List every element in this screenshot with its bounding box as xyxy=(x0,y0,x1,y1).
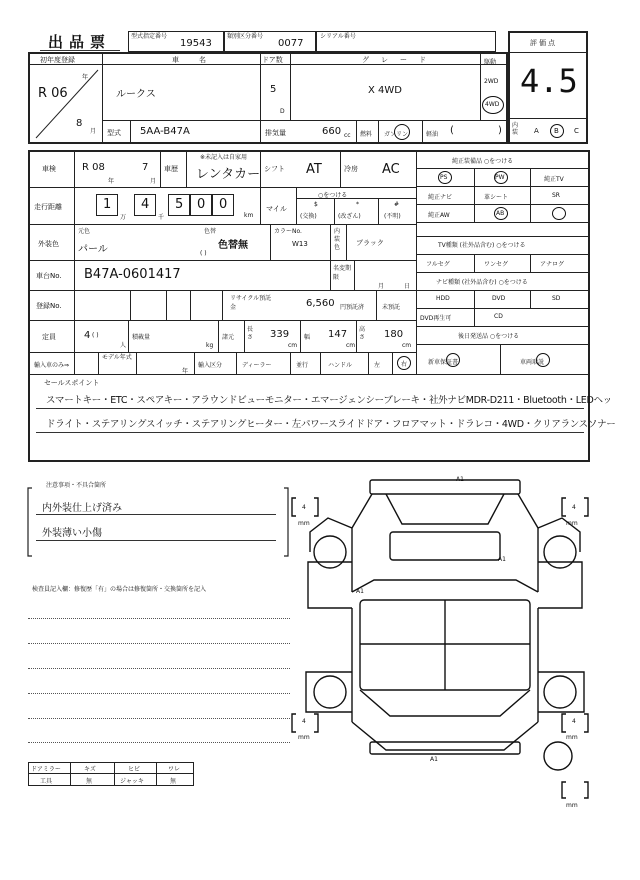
sales-line-1: スマートキー・ETC・スペアキー・アラウンドビューモニター・エマージェンシーブレーキ・社外ナビMDR-D211・Bluetooth・LEDヘッ xyxy=(46,395,612,406)
tire-fr-mm: mm xyxy=(566,520,578,527)
usage-value: レンタカー xyxy=(196,167,261,182)
serial-label: シリアル番号 xyxy=(320,33,356,40)
divider xyxy=(392,352,393,374)
nav-hdd: HDD xyxy=(436,295,450,302)
divider xyxy=(416,222,590,223)
divider xyxy=(260,52,261,144)
shaken-month: 7 xyxy=(142,162,149,173)
name-change-label: 名変期限 xyxy=(333,265,352,281)
divider xyxy=(474,290,475,326)
equip-ps: PS xyxy=(440,174,448,181)
fuel-paren-close: ) xyxy=(498,125,502,136)
recycle-label: リサイクル預託金 xyxy=(230,295,272,311)
interior-c: C xyxy=(574,127,579,135)
later-manual: 車両取説 xyxy=(520,359,545,366)
handle-label: ハンドル xyxy=(328,362,353,369)
capacity-label: 定員 xyxy=(42,333,56,341)
type-spec-value: 19543 xyxy=(180,38,212,49)
divider xyxy=(416,186,590,187)
divider xyxy=(290,52,291,120)
color-no-value: W13 xyxy=(292,240,308,248)
ac-value: AC xyxy=(382,162,400,177)
tire-rl-mm: mm xyxy=(298,734,310,741)
divider xyxy=(416,168,590,169)
later-warranty: 新車保証書 xyxy=(428,359,459,366)
divider xyxy=(508,118,588,119)
class-label: 類別区分番号 xyxy=(227,33,264,40)
divider xyxy=(416,344,590,345)
tv-fullseg: フルセグ xyxy=(426,261,450,268)
drive-4wd: 4WD xyxy=(485,101,500,108)
recycle-value: 6,560 xyxy=(306,298,335,309)
mileage-opt2-text: (改ざん) xyxy=(338,213,361,220)
chassis-label: 車台No. xyxy=(36,272,62,280)
tire-rr-depth: 4 xyxy=(572,718,576,725)
name-change-month: 月 xyxy=(378,283,385,290)
registration-label: 登録No. xyxy=(36,302,62,310)
car-name-label: 車名 xyxy=(172,56,226,64)
mileage-man: 万 xyxy=(120,214,127,221)
divider xyxy=(530,290,531,308)
equip-ab: AB xyxy=(496,210,505,217)
not-deposited: 未預託 xyxy=(382,304,401,311)
divider xyxy=(28,187,416,188)
name-change-day: 日 xyxy=(404,283,411,290)
drive-label: 駆動 xyxy=(484,59,497,66)
divider xyxy=(28,773,194,774)
usage-note: ※未記入は自家用 xyxy=(200,154,248,161)
divider xyxy=(28,374,590,375)
divider xyxy=(376,290,377,320)
ac-label: 冷房 xyxy=(344,165,358,173)
notes-line-2: 外装薄い小傷 xyxy=(42,528,102,539)
divider xyxy=(330,224,331,260)
divider xyxy=(416,254,590,255)
divider xyxy=(346,224,347,260)
inspector-line xyxy=(28,668,290,669)
interior-color-value: ブラック xyxy=(356,239,384,247)
mileage-opt2-sym: * xyxy=(356,201,359,208)
equipment-title: 純正装備品 ○をつける xyxy=(452,158,514,165)
tire-fr-depth: 4 xyxy=(572,504,576,511)
divider xyxy=(136,352,137,374)
import-dealer: ディーラー xyxy=(242,362,272,369)
class-value: 0077 xyxy=(278,38,304,49)
divider xyxy=(260,150,261,187)
inspector-line xyxy=(28,618,290,619)
notes-bracket xyxy=(26,484,290,560)
sales-line-2: ドライト・ステアリングスイッチ・ステアリングヒーター・左パワースライドドア・フロアマット・ドラレコ・4WD・クリアランスソナー xyxy=(46,419,616,430)
mileage-opt3-sym: # xyxy=(394,201,400,208)
divider xyxy=(416,272,590,273)
notes-line-1: 内外装仕上げ済み xyxy=(42,503,122,514)
damage-value-3: 無 xyxy=(170,778,177,785)
nav-dvd: DVD xyxy=(492,295,506,302)
mileage-opt1-text: (交換) xyxy=(300,213,317,220)
door-type: D xyxy=(280,108,285,115)
divider xyxy=(128,320,129,352)
tire-fl-depth: 4 xyxy=(302,504,306,511)
tire-fl-mm: mm xyxy=(298,520,310,527)
equip-pw: PW xyxy=(495,174,505,181)
divider xyxy=(422,120,423,144)
recycle-unit: 円預託済 xyxy=(340,304,365,311)
divider xyxy=(356,320,357,352)
shaken-month-unit: 月 xyxy=(150,178,157,185)
divider xyxy=(114,762,115,786)
divider xyxy=(474,168,475,222)
mileage-digit-1: 1 xyxy=(103,197,112,212)
divider xyxy=(102,52,103,144)
height-cm: cm xyxy=(402,342,412,349)
month-unit: 月 xyxy=(90,128,97,135)
import-parallel: 並行 xyxy=(296,362,309,369)
handle-right: 右 xyxy=(401,361,408,368)
divider xyxy=(218,320,219,352)
damage-value-1: 無 xyxy=(86,778,93,785)
damage-value-0: 工具 xyxy=(40,778,53,785)
usage-label: 車歴 xyxy=(164,165,178,173)
divider xyxy=(156,762,157,786)
divider xyxy=(102,120,508,121)
divider xyxy=(70,762,71,786)
divider xyxy=(236,352,237,374)
equip-tv: 純正TV xyxy=(544,176,564,183)
cc-unit: cc xyxy=(344,132,351,139)
divider xyxy=(98,352,99,374)
interior-b: B xyxy=(554,127,559,135)
diagram-a1-top: A1 xyxy=(456,476,464,483)
divider xyxy=(416,150,417,374)
damage-header-3: ワレ xyxy=(168,766,181,773)
mileage-opt3-text: (不明) xyxy=(384,213,401,220)
paint-paren: ( ) xyxy=(200,250,207,257)
chassis-value: B47A-0601417 xyxy=(84,267,181,282)
divider xyxy=(28,224,416,225)
tv-analog: アナログ xyxy=(540,261,565,268)
shaken-year: R 08 xyxy=(82,162,105,173)
mileage-digit-2: 4 xyxy=(141,197,150,212)
divider xyxy=(190,290,191,320)
mileage-opt1-sym: $ xyxy=(314,201,318,208)
inspector-line xyxy=(28,742,290,743)
diagram-a1-bottom: A1 xyxy=(430,756,438,763)
orig-color-label: 元色 xyxy=(78,228,91,235)
interior-color-label: 内装色 xyxy=(334,228,341,251)
year-unit: 年 xyxy=(82,74,89,81)
capacity-paren: ( ) xyxy=(92,332,99,339)
divider xyxy=(368,352,369,374)
grade-label: グレード xyxy=(362,56,438,64)
tire-rr-mm: mm xyxy=(566,734,578,741)
divider xyxy=(130,290,131,320)
divider xyxy=(330,260,331,290)
fuel-gasoline: ガソリン xyxy=(384,131,409,138)
divider xyxy=(194,352,195,374)
divider xyxy=(416,204,590,205)
equip-nav: 純正ナビ xyxy=(428,194,453,201)
sales-label: セールスポイント xyxy=(44,379,100,387)
divider xyxy=(378,198,379,224)
mileage-sen: 千 xyxy=(158,214,165,221)
shift-label: シフト xyxy=(264,165,285,173)
divider xyxy=(500,344,501,374)
inspector-label: 検査員記入欄：修復歴「有」の場合は修復箇所・交換箇所を記入 xyxy=(32,586,207,593)
form-title: 出品票 xyxy=(48,33,112,51)
divider xyxy=(334,198,335,224)
equip-aw: 純正AW xyxy=(428,212,450,219)
mileage-mile: マイル xyxy=(266,205,287,213)
type-spec-label: 型式指定番号 xyxy=(131,33,168,40)
fuel-diesel: 軽油 xyxy=(426,131,439,138)
capacity-unit: 人 xyxy=(120,342,127,349)
damage-value-2: ジャッキ xyxy=(120,778,144,785)
first-reg-month: 8 xyxy=(76,118,83,129)
divider xyxy=(530,168,531,222)
interior-a: A xyxy=(534,127,539,135)
inspector-line xyxy=(28,718,290,719)
shaken-year-unit: 年 xyxy=(108,178,115,185)
paint-label: 色替 xyxy=(204,228,217,235)
displacement-value: 660 xyxy=(322,126,342,137)
car-name: ルークス xyxy=(116,89,156,100)
sales-underline xyxy=(36,408,584,409)
paint-value: 色替無 xyxy=(218,240,248,251)
first-reg-year: R 06 xyxy=(38,86,68,101)
dims-label: 諸元 xyxy=(222,334,235,341)
divider xyxy=(74,150,75,374)
import-class-label: 輸入区分 xyxy=(198,362,223,369)
divider xyxy=(166,290,167,320)
divider xyxy=(290,352,291,374)
divider xyxy=(160,150,161,187)
height-label: 高さ xyxy=(359,326,366,341)
divider xyxy=(270,224,271,260)
divider xyxy=(296,187,297,224)
mileage-circle-note: ○をつける xyxy=(318,192,348,199)
drive-2wd: 2WD xyxy=(484,78,499,85)
divider xyxy=(222,290,223,320)
inspector-line xyxy=(28,693,290,694)
tv-oneseg: ワンセグ xyxy=(484,261,509,268)
divider xyxy=(356,120,357,144)
width-value: 147 xyxy=(328,329,348,340)
width-label: 幅 xyxy=(304,334,311,341)
nav-dvd-play: DVD再生可 xyxy=(420,315,452,322)
nav-cd: CD xyxy=(494,313,503,320)
divider xyxy=(508,52,588,53)
import-only-label: 輸入車のみ⇒ xyxy=(34,362,70,369)
divider xyxy=(340,150,341,187)
notes-label: 注意事項・不具合箇所 xyxy=(46,482,107,489)
damage-header-2: ヒビ xyxy=(128,766,141,773)
equip-sunroof: SR xyxy=(552,192,560,199)
divider xyxy=(186,150,187,187)
mileage-digit-5: 0 xyxy=(219,197,228,212)
divider xyxy=(28,320,416,321)
load-label: 積載量 xyxy=(132,334,151,341)
damage-header-1: キズ xyxy=(84,766,96,773)
length-cm: cm xyxy=(288,342,298,349)
divider xyxy=(28,352,416,353)
divider xyxy=(28,260,416,261)
equip-leather: 革シート xyxy=(484,194,509,201)
diagram-a1-side: A1 xyxy=(498,556,506,563)
model-label: 型式 xyxy=(107,129,121,137)
car-diagram xyxy=(290,472,600,802)
divider xyxy=(296,198,416,199)
divider xyxy=(480,52,481,120)
interior-grade-label: 内装 xyxy=(512,122,519,136)
later-title: 後日発送品 ○をつける xyxy=(458,333,520,340)
grade-value: X 4WD xyxy=(368,85,402,96)
doors-value: 5 xyxy=(270,84,277,95)
displacement-label: 排気量 xyxy=(265,129,286,137)
model-value: 5AA-B47A xyxy=(140,126,190,137)
fuel-label: 燃料 xyxy=(360,131,373,138)
title-underline xyxy=(40,50,120,51)
tv-type-title: TV種類 (社外品含む) ○をつける xyxy=(438,242,526,249)
divider xyxy=(354,260,355,290)
sr-circle xyxy=(552,207,566,220)
height-value: 180 xyxy=(384,329,404,340)
model-year-unit: 年 xyxy=(182,368,189,375)
capacity-value: 4 xyxy=(84,330,91,341)
length-value: 339 xyxy=(270,329,290,340)
divider xyxy=(416,236,590,237)
inspector-line xyxy=(28,643,290,644)
handle-left: 左 xyxy=(374,362,381,369)
width-cm: cm xyxy=(346,342,356,349)
fuel-paren-open: ( xyxy=(450,125,454,136)
mileage-digit-3: 5 xyxy=(175,197,184,212)
divider xyxy=(474,254,475,272)
load-kg: kg xyxy=(206,342,214,349)
shift-value: AT xyxy=(306,162,322,177)
divider xyxy=(416,290,590,291)
nav-sd: SD xyxy=(552,295,561,302)
doors-label: ドア数 xyxy=(262,56,283,64)
first-reg-label: 初年度登録 xyxy=(40,56,75,64)
divider xyxy=(300,320,301,352)
divider xyxy=(130,120,131,144)
divider xyxy=(244,320,245,352)
divider xyxy=(416,326,590,327)
divider xyxy=(530,254,531,272)
mileage-km: km xyxy=(244,212,254,219)
diagram-a1-left: A1 xyxy=(356,588,364,595)
sales-underline xyxy=(36,432,584,433)
mileage-digit-4: 0 xyxy=(197,197,206,212)
notes-underline xyxy=(36,514,276,515)
model-year-label: モデル年式 xyxy=(102,354,132,361)
shaken-label: 車検 xyxy=(42,165,56,173)
notes-underline xyxy=(36,540,276,541)
nav-type-title: ナビ種類 (社外品含む) ○をつける xyxy=(436,279,528,286)
damage-header-0: ドアミラー xyxy=(31,766,61,773)
exterior-color-label: 外装色 xyxy=(38,240,59,248)
orig-color-value: パール xyxy=(78,244,108,255)
divider xyxy=(416,308,590,309)
length-label: 長さ xyxy=(247,326,254,341)
color-no-label: カラーNo. xyxy=(274,228,302,235)
divider xyxy=(320,352,321,374)
divider xyxy=(260,187,261,224)
mileage-label: 走行距離 xyxy=(34,203,62,211)
rating-label: 評価点 xyxy=(530,39,557,47)
rating-value: 4.5 xyxy=(520,62,578,100)
tire-spare-mm: mm xyxy=(566,802,578,809)
divider xyxy=(378,120,379,144)
tire-rl-depth: 4 xyxy=(302,718,306,725)
